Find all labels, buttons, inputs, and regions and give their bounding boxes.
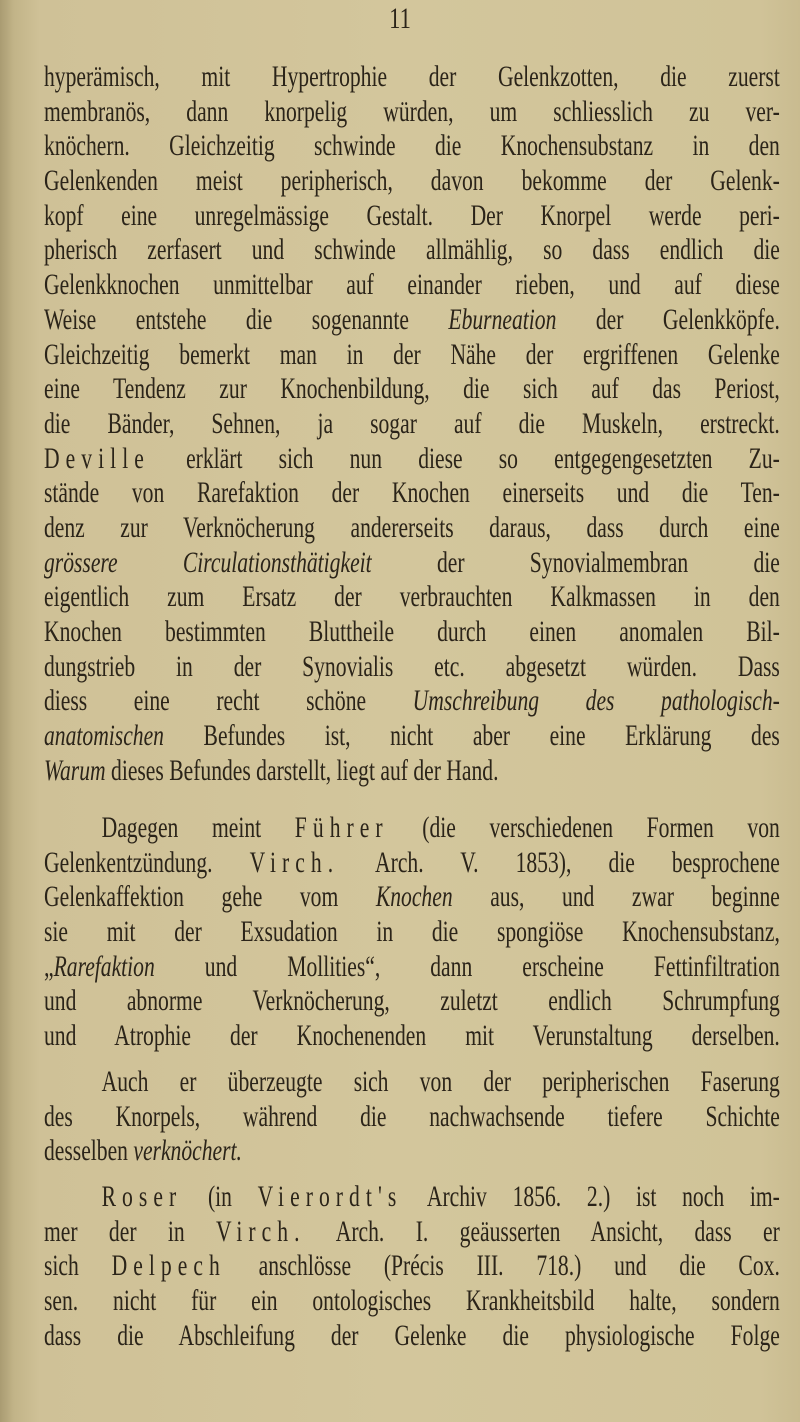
text-line (44, 199, 780, 234)
text-line (44, 1100, 780, 1135)
text-segment: die Bänder, Sehnen, ja sogar auf die Muskeln, erstreckt. (44, 406, 780, 440)
text-line (44, 1019, 780, 1054)
paragraph-3 (44, 1065, 780, 1169)
text-line (44, 546, 780, 581)
text-line (44, 1180, 780, 1215)
text-line (44, 60, 780, 95)
text-line (44, 754, 780, 789)
text-segment: Gelenkentzündung. (44, 845, 250, 879)
text-segment: Gleichzeitig bemerkt man in der Nähe der ergriffenen Gelenke (44, 337, 780, 371)
text-segment: denz zur Verknöcherung andererseits daraus, dass durch eine (44, 510, 780, 544)
text-segment: und Atrophie der Knochenenden mit Verunstaltung derselben. (44, 1019, 780, 1053)
italic-text: anatomischen (44, 719, 164, 753)
spaced-name: Führer (294, 811, 389, 844)
text-line (44, 268, 780, 303)
text-line (44, 615, 780, 650)
text-segment: sie mit der Exsudation in die spongiöse Knochensubstanz, (44, 915, 780, 949)
text-line (44, 372, 780, 407)
text-line (44, 164, 780, 199)
italic-text: Knochen (375, 880, 453, 914)
text-line (44, 1284, 780, 1319)
text-line (44, 811, 780, 846)
text-line (44, 950, 780, 985)
italic-text: Warum (44, 753, 106, 787)
text-line (44, 1215, 780, 1250)
text-segment: erklärt sich nun diese so entgegengesetzten Zu- (149, 441, 780, 475)
text-segment: eigentlich zum Ersatz der verbrauchten Kalkmassen in den (44, 580, 780, 614)
italic-text: Eburneation (448, 302, 557, 336)
text-segment: sen. nicht für ein ontologisches Krankheitsbild halte, sondern (44, 1284, 780, 1318)
text-line (44, 1319, 780, 1354)
text-segment: Auch er überzeugte sich von der peripherischen Faserung (101, 1065, 780, 1098)
text-segment: Knochen bestimmten Bluttheile durch einen anomalen Bil- (44, 615, 780, 648)
text-line (44, 880, 780, 915)
text-line (44, 846, 780, 881)
text-segment: und abnorme Verknöcherung, zuletzt endlich Schrumpfung (44, 984, 780, 1018)
spaced-name: Delpech (111, 1249, 226, 1283)
text-line (44, 407, 780, 442)
text-segment: des Knorpels, während die nachwachsende tiefere Schichte (44, 1099, 780, 1133)
text-segment: Arch. I. geäusserten Ansicht, dass er (305, 1214, 780, 1248)
text-segment: der Synovialmembran die (371, 545, 780, 579)
text-line (44, 915, 780, 950)
spaced-name: Deville (44, 441, 150, 475)
text-line (44, 719, 780, 754)
italic-text: Umschreibung des pathologisch- (412, 684, 780, 718)
text-segment: eine Tendenz zur Knochenbildung, die sich auf das Periost, (44, 372, 780, 406)
text-line (44, 580, 780, 615)
text-segment: dieses Befundes darstellt, liegt auf der Hand. (105, 753, 499, 787)
text-line (44, 95, 780, 130)
text-segment: pherisch zerfasert und schwinde allmählig, so dass endlich die (44, 233, 780, 267)
text-segment: stände von Rarefaktion der Knochen einerseits und die Ten- (44, 476, 780, 510)
text-line (44, 684, 780, 719)
paragraph-1 (44, 60, 780, 788)
text-segment: kopf eine unregelmässige Gestalt. Der Knorpel werde peri- (44, 198, 780, 232)
text-line (44, 233, 780, 268)
italic-text: verknöchert. (133, 1134, 242, 1168)
text-segment: diess eine recht schöne (44, 684, 413, 718)
text-segment: Dagegen meint (101, 811, 295, 844)
text-line (44, 338, 780, 373)
spaced-name: Virch. (216, 1214, 306, 1248)
text-segment: Befundes ist, nicht aber eine Erklärung des (163, 719, 780, 753)
text-segment: desselben (44, 1134, 134, 1168)
text-segment: membranös, dann knorpelig würden, um schliesslich zu ver- (44, 94, 780, 128)
text-segment: Gelenkknochen unmittelbar auf einander rieben, und auf diese (44, 268, 780, 302)
text-segment: Weise entstehe die sogenannte (44, 302, 449, 336)
paragraph-4 (44, 1180, 780, 1353)
text-line (44, 1134, 780, 1169)
italic-text: Rarefaktion (53, 949, 155, 983)
text-segment: dungstrieb in der Synovialis etc. abgesetzt würden. Dass (44, 649, 780, 683)
text-line (44, 303, 780, 338)
text-line (44, 650, 780, 685)
text-line (44, 1065, 780, 1100)
text-segment: mer der in (44, 1214, 217, 1248)
text-line (44, 476, 780, 511)
text-segment: anschlösse (Précis III. 718.) und die Cox. (225, 1249, 780, 1283)
text-line (44, 442, 780, 477)
text-segment: „ (44, 949, 54, 983)
text-line (44, 129, 780, 164)
text-segment: der Gelenkköpfe. (556, 302, 780, 336)
text-segment: dass die Abschleifung der Gelenke die physiologische Folge (44, 1318, 780, 1352)
text-line (44, 1249, 780, 1284)
text-segment: sich (44, 1249, 112, 1283)
text-segment: knöchern. Gleichzeitig schwinde die Knochensubstanz in den (44, 129, 780, 163)
text-segment: Archiv 1856. 2.) ist noch im- (402, 1180, 780, 1213)
italic-text: grössere Circulationsthätigkeit (44, 545, 372, 579)
spaced-name: Vierordt's (257, 1180, 403, 1213)
text-line (44, 984, 780, 1019)
text-line (44, 511, 780, 546)
paragraph-2 (44, 811, 780, 1054)
text-segment: Gelenkaffektion gehe vom (44, 880, 376, 914)
spaced-name: Roser (101, 1180, 183, 1213)
spaced-name: Virch. (249, 845, 340, 879)
text-segment: Arch. V. 1853), die besprochene (339, 845, 780, 879)
text-segment: hyperämisch, mit Hypertrophie der Gelenkzotten, die zuerst (44, 60, 780, 93)
text-segment: Gelenkenden meist peripherisch, davon bekomme der Gelenk- (44, 164, 780, 198)
text-segment: aus, und zwar beginne (452, 880, 780, 914)
text-segment: und Mollities“, dann erscheine Fettinfiltration (154, 949, 780, 983)
text-segment: (in (182, 1180, 258, 1213)
text-segment: (die verschiedenen Formen von (388, 811, 780, 844)
page-number: 11 (389, 2, 411, 35)
